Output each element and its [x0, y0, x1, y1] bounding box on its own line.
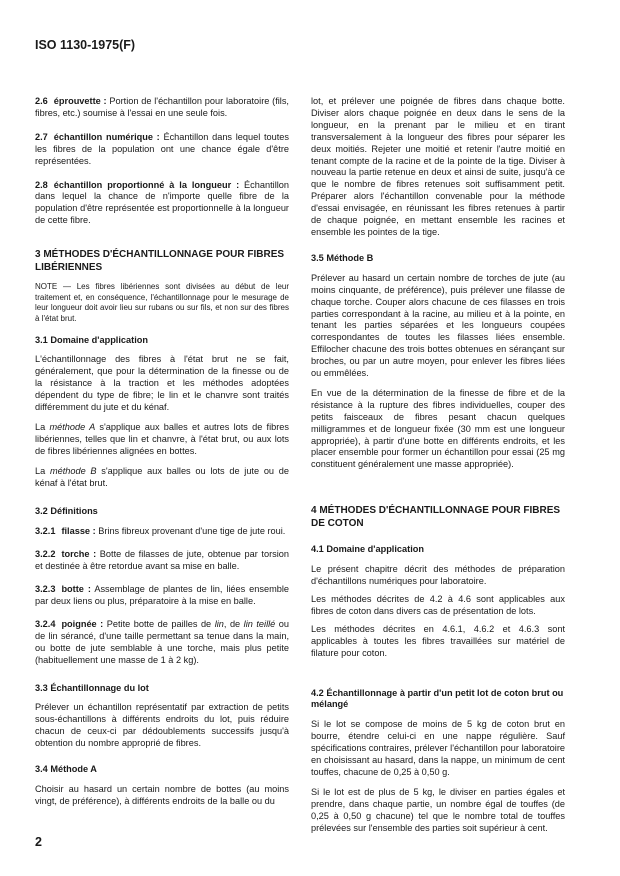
- section-3-1-para-3: [35, 466, 289, 490]
- section-4-heading: 4 MÉTHODES D'ÉCHANTILLONNAGE POUR FIBRES DE COTON: [311, 505, 561, 529]
- clause-number: 3.2.4: [35, 618, 56, 629]
- left-column: [35, 96, 289, 808]
- definition: Botte de filasses de jute, obtenue par torsion et destinée à être retordue avant sa mise en balle.: [35, 549, 289, 572]
- clause-2-6: [35, 96, 289, 120]
- section-3-1-heading: 3.1 Domaine d'application: [35, 334, 148, 345]
- section-3-1-para-2: [35, 422, 289, 458]
- term: éprouvette :: [53, 96, 107, 106]
- definition: Échantillon dans lequel toutes les fibres de la population ont une chance égale d'être représentées.: [35, 131, 289, 166]
- right-column: [311, 96, 565, 835]
- clause-3-2-4: [35, 619, 289, 667]
- definition: Portion de l'échantillon pour laboratoire (fils, fibres, etc.) soumise à l'essai en une seule fois.: [35, 96, 289, 118]
- clause-2-8: [35, 180, 289, 228]
- clause-number: 3.2.2: [35, 549, 56, 560]
- clause-3-2-3: [35, 584, 289, 608]
- section-3-3-para: Prélever un échantillon représentatif par extraction de petits sous-échantillons à différents endroits du lot, puis réduire chacun de ceux-ci par dédoublements successifs jusqu'à obtention du nombre approprié de fibres.: [35, 702, 289, 749]
- clause-number: 3.2.1: [35, 526, 56, 537]
- clause-2-7: [35, 132, 289, 168]
- section-3-1-para-1: L'échantillonnage des fibres à l'état brut ne se fait, généralement, que pour la détermination de la finesse ou de la résistance à la traction et les méthodes adoptées dépendent du type de fibre; le lin et le chanvre sont traités différemment du jute et du kénaf.: [35, 354, 289, 413]
- section-4-1-para-3: Les méthodes décrites en 4.6.1, 4.6.2 et 4.6.3 sont applicables à toutes les fibres travaillées sur matériel de filature pour coton.: [311, 623, 565, 658]
- section-3-2-heading: 3.2 Définitions: [35, 505, 98, 516]
- section-4-1-para-1: Le présent chapitre décrit des méthodes de préparation d'échantillons numériques pour laboratoire.: [311, 564, 565, 587]
- term: poignée :: [61, 618, 104, 629]
- text: s'applique aux balles ou lots de jute ou de kénaf à l'état brut.: [35, 465, 289, 488]
- clause-3-2-1: [35, 526, 289, 538]
- section-3-5-para-2: En vue de la détermination de la finesse de fibre et de la résistance à la rupture des fibres individuelles, couper des petits faisceaux de fibres pesant chacun quelques milligrammes et de longueur fixée (30 mm est une longueur appropriée), à partir d'une botte en différents endroits, et les placer ensemble pour former un échantillon pour essai (25 mg constituent généralement une masse appropriée).: [311, 387, 565, 470]
- term: botte :: [61, 584, 91, 595]
- definition: , de: [223, 618, 244, 629]
- section-3-4-heading: 3.4 Méthode A: [35, 764, 97, 775]
- emphasis: lin: [214, 618, 224, 629]
- text: La: [35, 421, 50, 432]
- text: La: [35, 465, 50, 476]
- section-3-3-heading: 3.3 Échantillonnage du lot: [35, 682, 149, 693]
- page-number: 2: [35, 835, 42, 849]
- document-id: ISO 1130-1975(F): [35, 38, 136, 52]
- definition: Brins fibreux provenant d'une tige de jute roui.: [95, 526, 286, 537]
- section-4-1-heading: 4.1 Domaine d'application: [311, 544, 424, 555]
- definition: Petite botte de pailles de: [103, 618, 215, 629]
- clause-number: 2.6: [35, 96, 48, 106]
- section-3-heading: 3 MÉTHODES D'ÉCHANTILLONNAGE POUR FIBRES LIBÉRIENNES: [35, 249, 285, 273]
- section-4-2-para-2: Si le lot est de plus de 5 kg, le diviser en parties égales et prendre, dans chaque partie, un nombre égal de touffes (de 0,25 à 0,50 g chacune) tel que le nombre total de touffes prélevées sur l'ensemble des parties soit supérieur à cent.: [311, 786, 565, 833]
- term: échantillon numérique :: [53, 131, 160, 142]
- clause-number: 2.8: [35, 179, 48, 190]
- section-3-4-para: Choisir au hasard un certain nombre de bottes (au moins vingt, de préférence), à différents endroits de la balle ou du: [35, 784, 289, 806]
- section-3-note: NOTE — Les fibres libériennes sont divisées au début de leur traitement et, en conséquence, l'échantillonnage pour le mesurage de leur longueur doit avoir lieu sur rubans ou sur fils, et non sur des fibres à l'état brut.: [35, 282, 289, 323]
- definition: Échantillon dans lequel la chance de n'importe quelle fibre de la population d'être représentée est proportionnelle à la longueur de cette fibre.: [35, 179, 290, 226]
- emphasis: lin teillé: [243, 618, 276, 629]
- section-4-2-heading: 4.2 Échantillonnage à partir d'un petit lot de coton brut ou mélangé: [311, 687, 564, 710]
- clause-3-2-2: [35, 549, 289, 573]
- definition: ou de lin sérancé, d'une taille permettant sa tenue dans la main, ou botte de jute semblable à une torche, mais plus petite (habituellement une masse de 1 à 2 kg).: [35, 618, 289, 665]
- section-4-2-para-1: Si le lot se compose de moins de 5 kg de coton brut en bourre, étendre celui-ci en une nappe régulière. Sauf spécifications contraires, prélever l'échantillon pour laboratoire en choisissant au hasard, dans la nappe, un minimum de cent touffes, chacune de 0,25 à 0,50 g.: [311, 719, 565, 777]
- emphasis: méthode B: [49, 465, 97, 476]
- section-3-5-heading: 3.5 Méthode B: [311, 252, 374, 263]
- text: s'applique aux balles et autres lots de fibres libériennes, telles que lin et chanvre, à l'état brut, ou aux lots de fibres libériennes alignées en bottes.: [35, 421, 289, 456]
- definition: Assemblage de plantes de lin, liées ensemble par deux liens ou plus, préparatoire à la mise en balle.: [35, 584, 289, 607]
- term: filasse :: [61, 526, 96, 537]
- emphasis: méthode A: [49, 421, 96, 432]
- term: échantillon proportionné à la longueur :: [53, 179, 240, 190]
- clause-number: 2.7: [35, 131, 48, 142]
- section-3-5-para-1: Prélever au hasard un certain nombre de torches de jute (au moins cinquante, de préférence), puis prélever une filasse de chaque torche. Couper alors chacune de ces filasses en trois parties correspondant à la racine, au milieu et à la pointe, en tenant les parties séparées et les longueurs coupées correspondantes de toutes les filasses liées ensemble. Effilocher chacune des trois bottes obtenues en sérançant sur broches, ou par un autre moyen, pour enlever les fibres liées ou emmêlées.: [311, 272, 565, 379]
- section-4-1-para-2: Les méthodes décrites de 4.2 à 4.6 sont applicables aux fibres de coton dans divers cas de présentation de lots.: [311, 594, 565, 616]
- term: torche :: [61, 549, 97, 560]
- section-3-4-continued: lot, et prélever une poignée de fibres dans chaque botte. Diviser alors chaque poignée en deux dans le sens de la longueur, en la prenant par le milieu et en tirant transversalement à la longueur des fibres pour séparer les deux moitiés. Rejeter une moitié et retenir l'autre moitié en tenant compte de la racine et de la pointe de la tige. Diviser à nouveau la partie retenue en deux et ainsi de suite, jusqu'à ce que le nombre de fibres retenues soit suffisamment petit. Préparer alors l'échantillon convenable pour la méthode d'essai envisagée, en réunissant les fibres retenues à partir de chaque poignée, en mettant ensemble les racines et ensemble les pointes de la tige.: [311, 96, 565, 237]
- clause-number: 3.2.3: [35, 584, 56, 595]
